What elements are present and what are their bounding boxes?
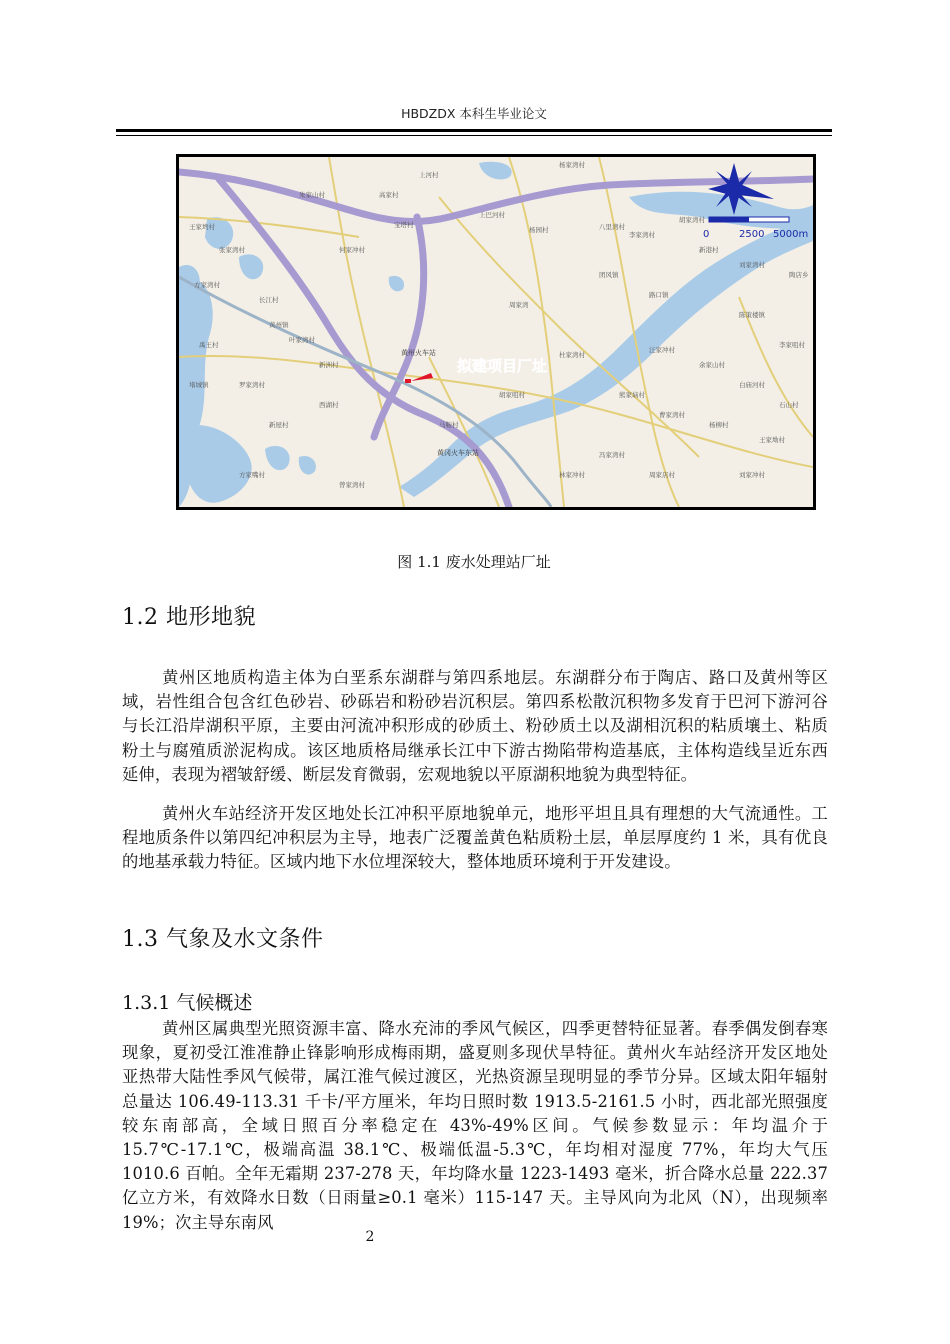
paragraph-climate: 黄州区属典型光照资源丰富、降水充沛的季风气候区，四季更替特征显著。春季偶发倒春寒现象，夏初受江淮准静止锋影响形成梅雨期，盛夏则多现伏旱特征。黄州火车站经济开发区地处亚热带大陆性季风气候带，属江淮气候过渡区，光热资源呈现明显的季节分异。区域太阳年辐射总量达 106.49-113.31 千卡/平方厘米，年均日照时数 1913.5-2161.5 小时，西北部光照强度较东南部高，全域日照百分率稳定在 43%-49%区间。气候参数显示：年均温介于 15.7℃-17.1℃，极端高温 38.1℃、极端低温-5.3℃，年均相对湿度 77%，年均大气压 1010.6 百帕。全年无霜期 237-278 天，年均降水量 1223-1493 毫米，折合降水总量 222.37 亿立方米，有效降水日数（日雨量≥0.1 毫米）115-147 天。主导风向为北风（N），出现频率 19%；次主导东南风 bbox=[122, 1019, 828, 1232]
station-label-top: 黄州火车站 bbox=[401, 349, 436, 357]
figure-caption: 图 1.1 废水处理站厂址 bbox=[397, 553, 551, 571]
place-label: 冯家湾村 bbox=[599, 451, 625, 459]
paragraph-site-terrain: 黄州火车站经济开发区地处长江冲积平原地貌单元，地形平坦且具有理想的大气流通性。工程地质条件以第四纪冲积层为主导，地表广泛覆盖黄色粘质粉土层，单层厚度约 1 米，具有优良的地基承载力特征。区域内地下水位埋深较大，整体地质环境利于开发建设。 bbox=[122, 804, 828, 872]
place-label: 余家山村 bbox=[699, 361, 725, 369]
place-label: 曹家湾村 bbox=[659, 411, 685, 419]
place-label: 路口镇 bbox=[649, 291, 669, 299]
place-label: 新屋村 bbox=[269, 421, 289, 429]
page-header: HBDZDX 本科生毕业论文 bbox=[401, 106, 547, 121]
place-label: 黄州镇 bbox=[269, 321, 289, 329]
place-label: 宝塔村 bbox=[394, 221, 414, 229]
place-label: 马鞍村 bbox=[439, 421, 459, 429]
place-label: 白庙河村 bbox=[739, 381, 765, 389]
place-label: 方家嘴村 bbox=[239, 471, 265, 479]
place-label: 新港村 bbox=[699, 246, 719, 254]
scale-label-2500: 2500 bbox=[739, 229, 765, 240]
place-label: 何家冲村 bbox=[339, 246, 365, 254]
place-label: 刘家湾村 bbox=[739, 261, 765, 269]
place-label: 杨园村 bbox=[529, 226, 549, 234]
header-rule-thin bbox=[116, 135, 832, 136]
place-label: 李家咀村 bbox=[779, 341, 805, 349]
place-label: 林家冲村 bbox=[559, 471, 585, 479]
site-location-map bbox=[176, 154, 816, 510]
place-label: 八里湾村 bbox=[599, 223, 625, 231]
section-heading-1-2: 1.2 地形地貌 bbox=[122, 605, 256, 630]
section-heading-1-3: 1.3 气象及水文条件 bbox=[122, 927, 324, 952]
place-label: 王家坳村 bbox=[759, 436, 785, 444]
place-label: 堵城镇 bbox=[189, 381, 209, 389]
place-label: 周家湾 bbox=[509, 301, 529, 309]
place-label: 禹王村 bbox=[199, 341, 219, 349]
place-label: 叶家湾村 bbox=[289, 336, 315, 344]
place-label: 杨柳村 bbox=[709, 421, 729, 429]
place-label: 长江村 bbox=[259, 296, 279, 304]
place-label: 熊家垴村 bbox=[619, 391, 645, 399]
place-label: 杨家湾村 bbox=[559, 161, 585, 169]
place-label: 高家村 bbox=[379, 191, 399, 199]
header-rule-thick bbox=[116, 129, 832, 132]
place-label: 胡家湾村 bbox=[679, 216, 705, 224]
station-label-bottom: 黄冈火车东站 bbox=[437, 449, 479, 457]
place-label: 曾家湾村 bbox=[339, 481, 365, 489]
map-canvas bbox=[179, 157, 813, 507]
place-label: 团风镇 bbox=[599, 271, 619, 279]
place-label: 石山村 bbox=[779, 401, 799, 409]
paragraph-geology: 黄州区地质构造主体为白垩系东湖群与第四系地层。东湖群分布于陶店、路口及黄州等区域，岩性组合包含红色砂岩、砂砾岩和粉砂岩沉积层。第四系松散沉积物多发育于巴河下游河谷与长江沿岸湖积平原，主要由河流冲积形成的砂质土、粉砂质土以及湖相沉积的粘质壤土、粘质粉土与腐殖质淤泥构成。该区地质格局继承长江中下游古拗陷带构造基底，主体构造线呈近东西延伸，表现为褶皱舒缓、断层发育微弱，宏观地貌以平原湖积地貌为典型特征。 bbox=[122, 668, 828, 784]
scale-label-5000: 5000m bbox=[773, 229, 809, 240]
place-label: 刘家冲村 bbox=[739, 471, 765, 479]
site-label: 拟建项目厂址 bbox=[457, 357, 548, 375]
site-point-icon bbox=[405, 379, 411, 383]
place-label: 上巴河村 bbox=[479, 211, 505, 219]
place-label: 西湖村 bbox=[319, 401, 339, 409]
place-label: 朱家山村 bbox=[299, 191, 325, 199]
place-label: 新洲村 bbox=[319, 361, 339, 369]
place-label: 胡家咀村 bbox=[499, 391, 525, 399]
place-label: 罗家湾村 bbox=[239, 381, 265, 389]
scale-label-0: 0 bbox=[703, 229, 710, 240]
place-label: 陶店乡 bbox=[789, 271, 809, 279]
page-number: 2 bbox=[365, 1229, 375, 1245]
subsection-heading-1-3-1: 1.3.1 气候概述 bbox=[122, 992, 253, 1014]
place-label: 张家湾村 bbox=[219, 246, 245, 254]
place-label: 汪家冲村 bbox=[649, 346, 675, 354]
place-label: 方家湾村 bbox=[194, 281, 220, 289]
place-label: 杜家湾村 bbox=[559, 351, 585, 359]
place-label: 陈策楼镇 bbox=[739, 311, 765, 319]
place-label: 李家湾村 bbox=[629, 231, 655, 239]
place-label: 王家塆村 bbox=[189, 223, 215, 231]
place-label: 上河村 bbox=[419, 171, 439, 179]
place-label: 周家店村 bbox=[649, 471, 675, 479]
